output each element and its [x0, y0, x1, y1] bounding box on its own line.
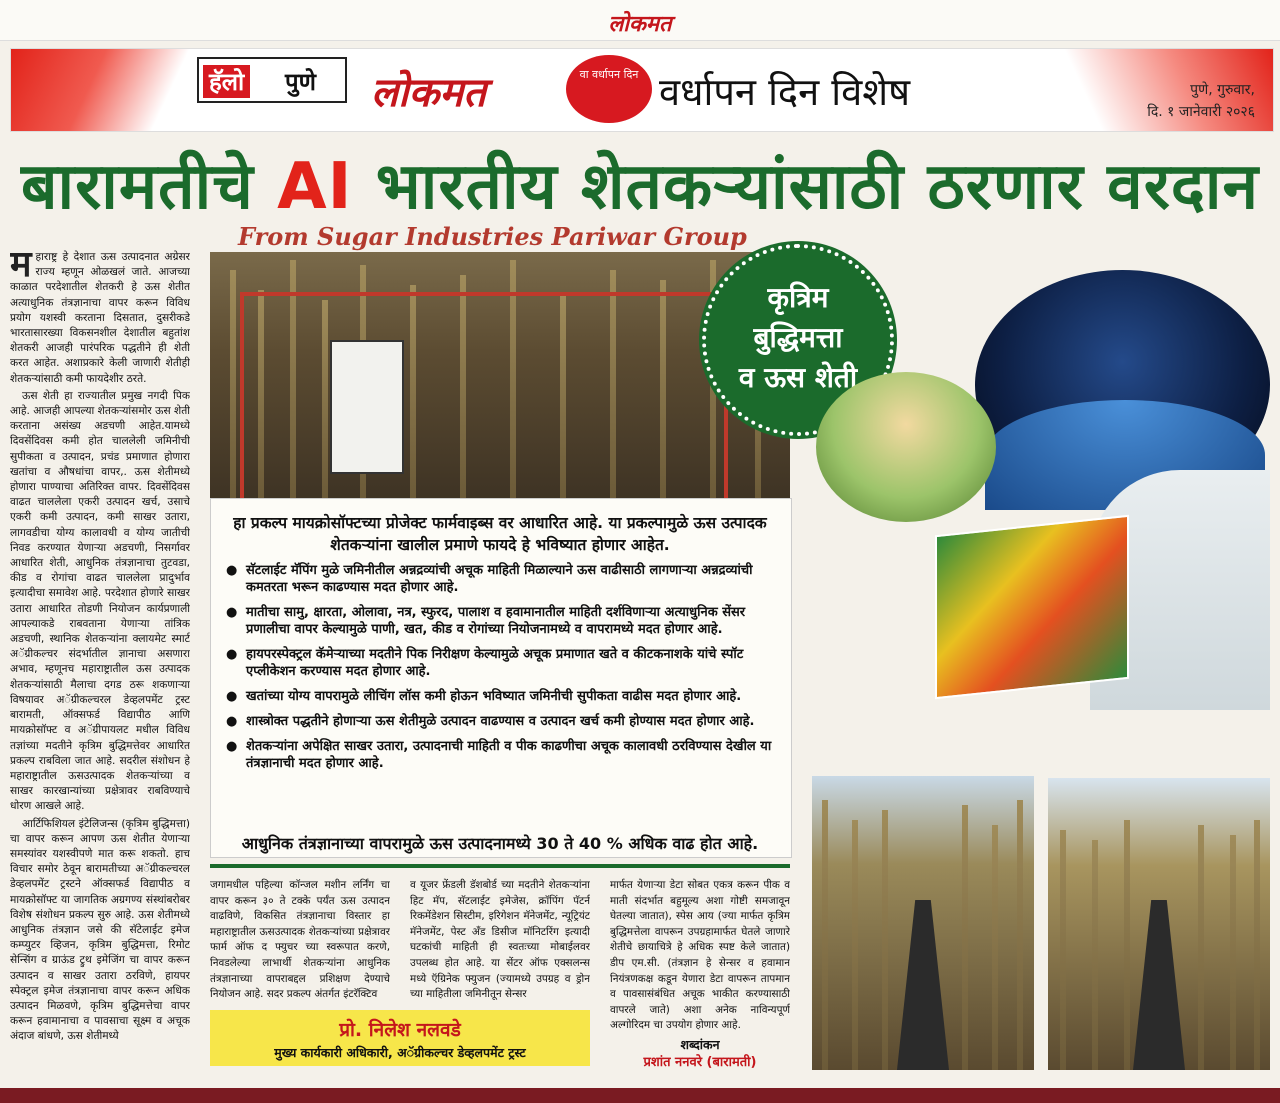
benefits-intro: हा प्रकल्प मायक्रोसॉफ्टच्या प्रोजेक्ट फार्मवाइब्स वर आधारित आहे. या प्रकल्पामुळे ऊस उत्पादक शेतकऱ्यांना खालील प्रमाणे फायदे हे भविष्यात होणार आहेत. [233, 514, 767, 554]
col1-paragraph-1: हाराष्ट्र हे देशात ऊस उत्पादनात अग्रेसर राज्य म्हणून ओळखलं जाते. आजच्या काळात परदेशातील शेतकरी हे ऊस शेतीत अत्याधुनिक तंत्रज्ञानाचा वापर करून विविध प्रयोग यशस्वी करताना दिसतात, दुसरीकडे भारतासारख्या विकसनशील देशातील बहुतांश शेतकरी आजही पारंपरिक पद्धतीने ही शेती करत आहेत. अशाप्रकारे केली जाणारी शेतीही शेतकऱ्यांसाठी कमी फायदेशीर ठरते. [10, 251, 190, 385]
anniversary-badge: वा वर्धापन दिन [566, 55, 652, 123]
field-path-photo-2 [1048, 778, 1270, 1070]
dropcap: म [10, 250, 32, 285]
pune-label: पुणे [285, 68, 316, 96]
sugarcane-field-photo [210, 252, 790, 500]
lokmat-logo: लोकमत [371, 69, 486, 116]
article-column-4: मार्फत येणाऱ्या डेटा सोबत एकत्र करून पीक व माती संदर्भात बहुमूल्य अशा गोष्टी समजावून घेतल्या जातात), स्पेस आय (ज्या मार्फत कृत्रिम बुद्धिमत्तेला वापरून उपग्रहामार्फत घेतले जाणारे शेतीचे छायाचित्रे हे अधिक स्पष्ट केले जातात) डीप एम.सी. (तंत्रज्ञान हे सेन्सर व हवामान नियंत्रणकक्ष कडून येणारा डेटा वापरून तापमान व पावसासंबंधित अचूक भाकीत करण्यासाठी वापरले जाते) अशा अनेक नाविन्यपूर्ण अल्गोरिदम चा उपयोग होणार आहे. [610, 879, 790, 1032]
main-headline [0, 140, 1280, 227]
hello-pune-logo [197, 57, 347, 103]
benefits-footer: आधुनिक तंत्रज्ञानाच्या वापरामुळे ऊस उत्पादनामध्ये 30 ते 40 % अधिक वाढ होत आहे. [241, 834, 759, 853]
dateline-city: पुणे, गुरुवार, [1190, 82, 1255, 98]
banner-title: वर्धापन दिन विशेष [659, 70, 911, 114]
subheadline: From Sugar Industries Pariwar Group [238, 222, 747, 251]
circle-line-2: बुद्धिमत्ता [753, 321, 843, 354]
supplement-banner [10, 48, 1274, 132]
masthead-logo: लोकमत [608, 11, 672, 37]
hello-label: हॅलो [203, 65, 250, 98]
byline-name: प्रशांत ननवरे (बारामती) [643, 1055, 757, 1070]
benefits-list [226, 562, 778, 780]
masthead [0, 0, 1280, 41]
headline-part1: बारामतीचे [21, 150, 278, 224]
list-item: ● खतांच्या योग्य वापरामुळे लीचिंग लॉस कमी होऊन भविष्यात जमिनीची सुपीकता वाढीस मदत होणार आहे. [226, 688, 778, 705]
page-footer-bar [0, 1088, 1280, 1103]
dateline-date: दि. १ जानेवारी २०२६ [1147, 104, 1255, 120]
article-column-2: जगामधील पहिल्या कॉन्जल मशीन लर्निंग चा वापर करून ३० ते टक्के पर्यंत ऊस उत्पादन वाढविणे, विकसित तंत्रज्ञानाचा विस्तार हा महाराष्ट्रातील ऊसउत्पादक शेतकऱ्यांच्या प्रक्षेत्रावर फार्म ऑफ द फ्युचर च्या स्वरूपात करणे, निवडलेल्या लाभार्थी शेतकऱ्यांना आधुनिक तंत्रज्ञानाच्या वापराबद्दल प्रशिक्षण देण्याचे नियोजन आहे. सदर प्रकल्प अंतर्गत इंटरॅक्टिव [210, 879, 390, 1001]
col1-paragraph-3: आर्टिफिशियल इंटेलिजन्स (कृत्रिम बुद्धिमत्ता) चा वापर करून आपण ऊस शेतीत येणाऱ्या समस्यांवर यशस्वीपणे मात करू शकतो. हाच विचार समोर ठेवून बारामतीच्या अॅग्रीकल्चरल डेव्हलपमेंट ट्रस्टने ऑक्सफर्ड विद्यापीठ व मायक्रोसॉफ्ट या जागतिक अग्रगण्य संस्थांबरोबर विशेष संशोधन प्रकल्प सुरु आहे. ऊस शेतीमध्ये आधुनिक तंत्रज्ञान जसे की सॅटेलाईट इमेज कम्प्युटर व्हिजन, कृत्रिम बुद्धिमत्ता, रिमोट सेन्सिंग व ग्राऊंड ट्रुथ इमेजिंग चा वापर करून उत्पादन व साखर उतारा ठरविणे, हायपर स्पेक्ट्रल इमेज तंत्रज्ञानाचा वापर करून अधिक उत्पादन मिळवणे, कृत्रिम बुद्धिमत्तेचा वापर करून हवामानाचा व पावसाचा सूक्ष्म व अचूक अंदाज बांधणे, ऊस शेतीमध्ये [10, 817, 190, 1043]
field-path-photo-1 [812, 776, 1034, 1070]
headline-part2: भारतीय शेतकऱ्यांसाठी ठरणार वरदान [352, 150, 1259, 224]
soil-data-cube-illustration [935, 515, 1129, 699]
article-column-3: व यूजर फ्रेंडली डॅशबोर्ड च्या मदतीने शेतकऱ्यांना हिट मॅप, सॅटलाईट इमेजेस, क्रॉपिंग पॅटर्न रिकमेंडेशन सिस्टीम, इरिगेशन मॅनेजमेंट, न्यूट्रियंट मॅनेजमेंट, पेस्ट अँड डिसीज मॉनिटरिंग इत्यादी घटकांची माहिती ही स्वतःच्या मोबाईलवर उपलब्ध होत आहे. या सेंटर ऑफ एक्सलन्स मध्ये ऍग्रिनेक फ्युजन (ज्यामध्ये उपग्रह व ड्रोन च्या माहितीला जमिनीतून सेन्सर [410, 879, 590, 1001]
drone-illustration [816, 372, 996, 522]
field-signboard [330, 340, 404, 474]
list-item: ● मातीचा सामु, क्षारता, ओलावा, नत्र, स्फुरद, पालाश व हवामानातील माहिती दर्शविणाऱ्या अत्याधुनिक सेंसर प्रणालीचा वापर केल्यामुळे पाणी, खत, कीड व रोगांच्या नियोजनामध्ये व वापरामध्ये मदत होणार आहे. [226, 604, 778, 638]
circle-line-1: कृत्रिम [767, 281, 829, 314]
list-item: ● हायपरस्पेक्ट्रल कॅमेऱ्याच्या मदतीने पिक निरीक्षण केल्यामुळे अचूक प्रमाणात खते व कीटकनाशके यांचे स्पॉट एप्लीकेशन करण्यास मदत होणार आहे. [226, 646, 778, 680]
banner-swoosh-left [11, 49, 211, 131]
list-item: ● शेतकऱ्यांना अपेक्षित साखर उतारा, उत्पादनाची माहिती व पीक काढणीचा अचूक कालावधी ठरविण्यास देखील या तंत्रज्ञानाची मदत होणार आहे. [226, 738, 778, 772]
col1-paragraph-2: ऊस शेती हा राज्यातील प्रमुख नगदी पिक आहे. आजही आपल्या शेतकऱ्यांसमोर ऊस शेती करताना असंख्य अडचणी आहेत.यामध्ये दिवसेंदिवस कमी होत चाललेली जमिनीची सुपीकता व उत्पादन, प्रचंड प्रमाणात होणारा खतांचा व औषधांचा वापर,. ऊस शेतीमध्ये होणारा पाण्याचा अतिरिक्त वापर. दिवसेंदिवस वाढत चाललेला एकरी उत्पादन खर्च, उसाचे एकरी कमी उत्पादन, कमी साखर उतारा, लागवडीचा योग्य कालावधी व योग्य जातीची निवड करण्यात येणाऱ्या अडचणी, निसर्गावर आधारित शेती, आधुनिक तंत्रज्ञानाचा तुटवडा, कीड व रोगांचा वाढत चाललेला प्रादुर्भाव इत्यादीचा समावेश आहे. परदेशात होणारे साखर उतारा आधारित तोडणी नियोजन कार्यप्रणाली आपल्याकडे राबवताना येणाऱ्या तांत्रिक अडचणी, स्थानिक शेतकऱ्यांना क्लायमेट स्मार्ट अॅग्रीकल्चर संदर्भातील ज्ञानाचा असणारा अभाव, म्हणूनच महाराष्ट्रातील ऊस उत्पादक शेतकऱ्यांसाठी मैलाचा दगड ठरू शकणाऱ्या विषयावर अॅग्रीकल्चरल डेव्हलपमेंट ट्रस्ट बारामती, ऑक्सफर्ड विद्यापीठ आणि मायक्रोसॉफ्ट व अॅग्रीपायलट मधील विविध तज्ञांच्या मदतीने कृत्रिम बुद्धिमत्तेवर आधारित प्रकल्प राबविला जात आहे. सदरील संशोधन हे महाराष्ट्रातील ऊसउत्पादक शेतकऱ्यांच्या व साखर कारखान्यांच्या प्रक्षेत्रावर राबविण्याचे धोरण आखले आहे. [10, 389, 190, 813]
dateline [1147, 79, 1255, 123]
headline-ai: AI [277, 150, 353, 224]
article-column-1 [10, 250, 190, 1090]
list-item: ● शास्त्रोक्त पद्धतीने होणाऱ्या ऊस शेतीमुळे उत्पादन वाढण्यास व उत्पादन खर्च कमी होण्यास मदत होणार आहे. [226, 713, 778, 730]
author-name: प्रो. निलेश नलवडे [339, 1019, 461, 1041]
list-item: ● सॅटलाईट मॅपिंग मुळे जमिनीतील अन्नद्रव्यांची अचूक माहिती मिळाल्याने ऊस वाढीसाठी लागणाऱ्या अन्नद्रव्यांची कमतरता भरून काढण्यास मदत होणार आहे. [226, 562, 778, 596]
byline-label: शब्दांकन [680, 1037, 720, 1052]
divider [210, 864, 790, 868]
circle-line-3: व ऊस शेती [738, 361, 858, 394]
author-role: मुख्य कार्यकारी अधिकारी, अॅग्रीकल्चर डेव्हलपमेंट ट्रस्ट [274, 1045, 526, 1060]
